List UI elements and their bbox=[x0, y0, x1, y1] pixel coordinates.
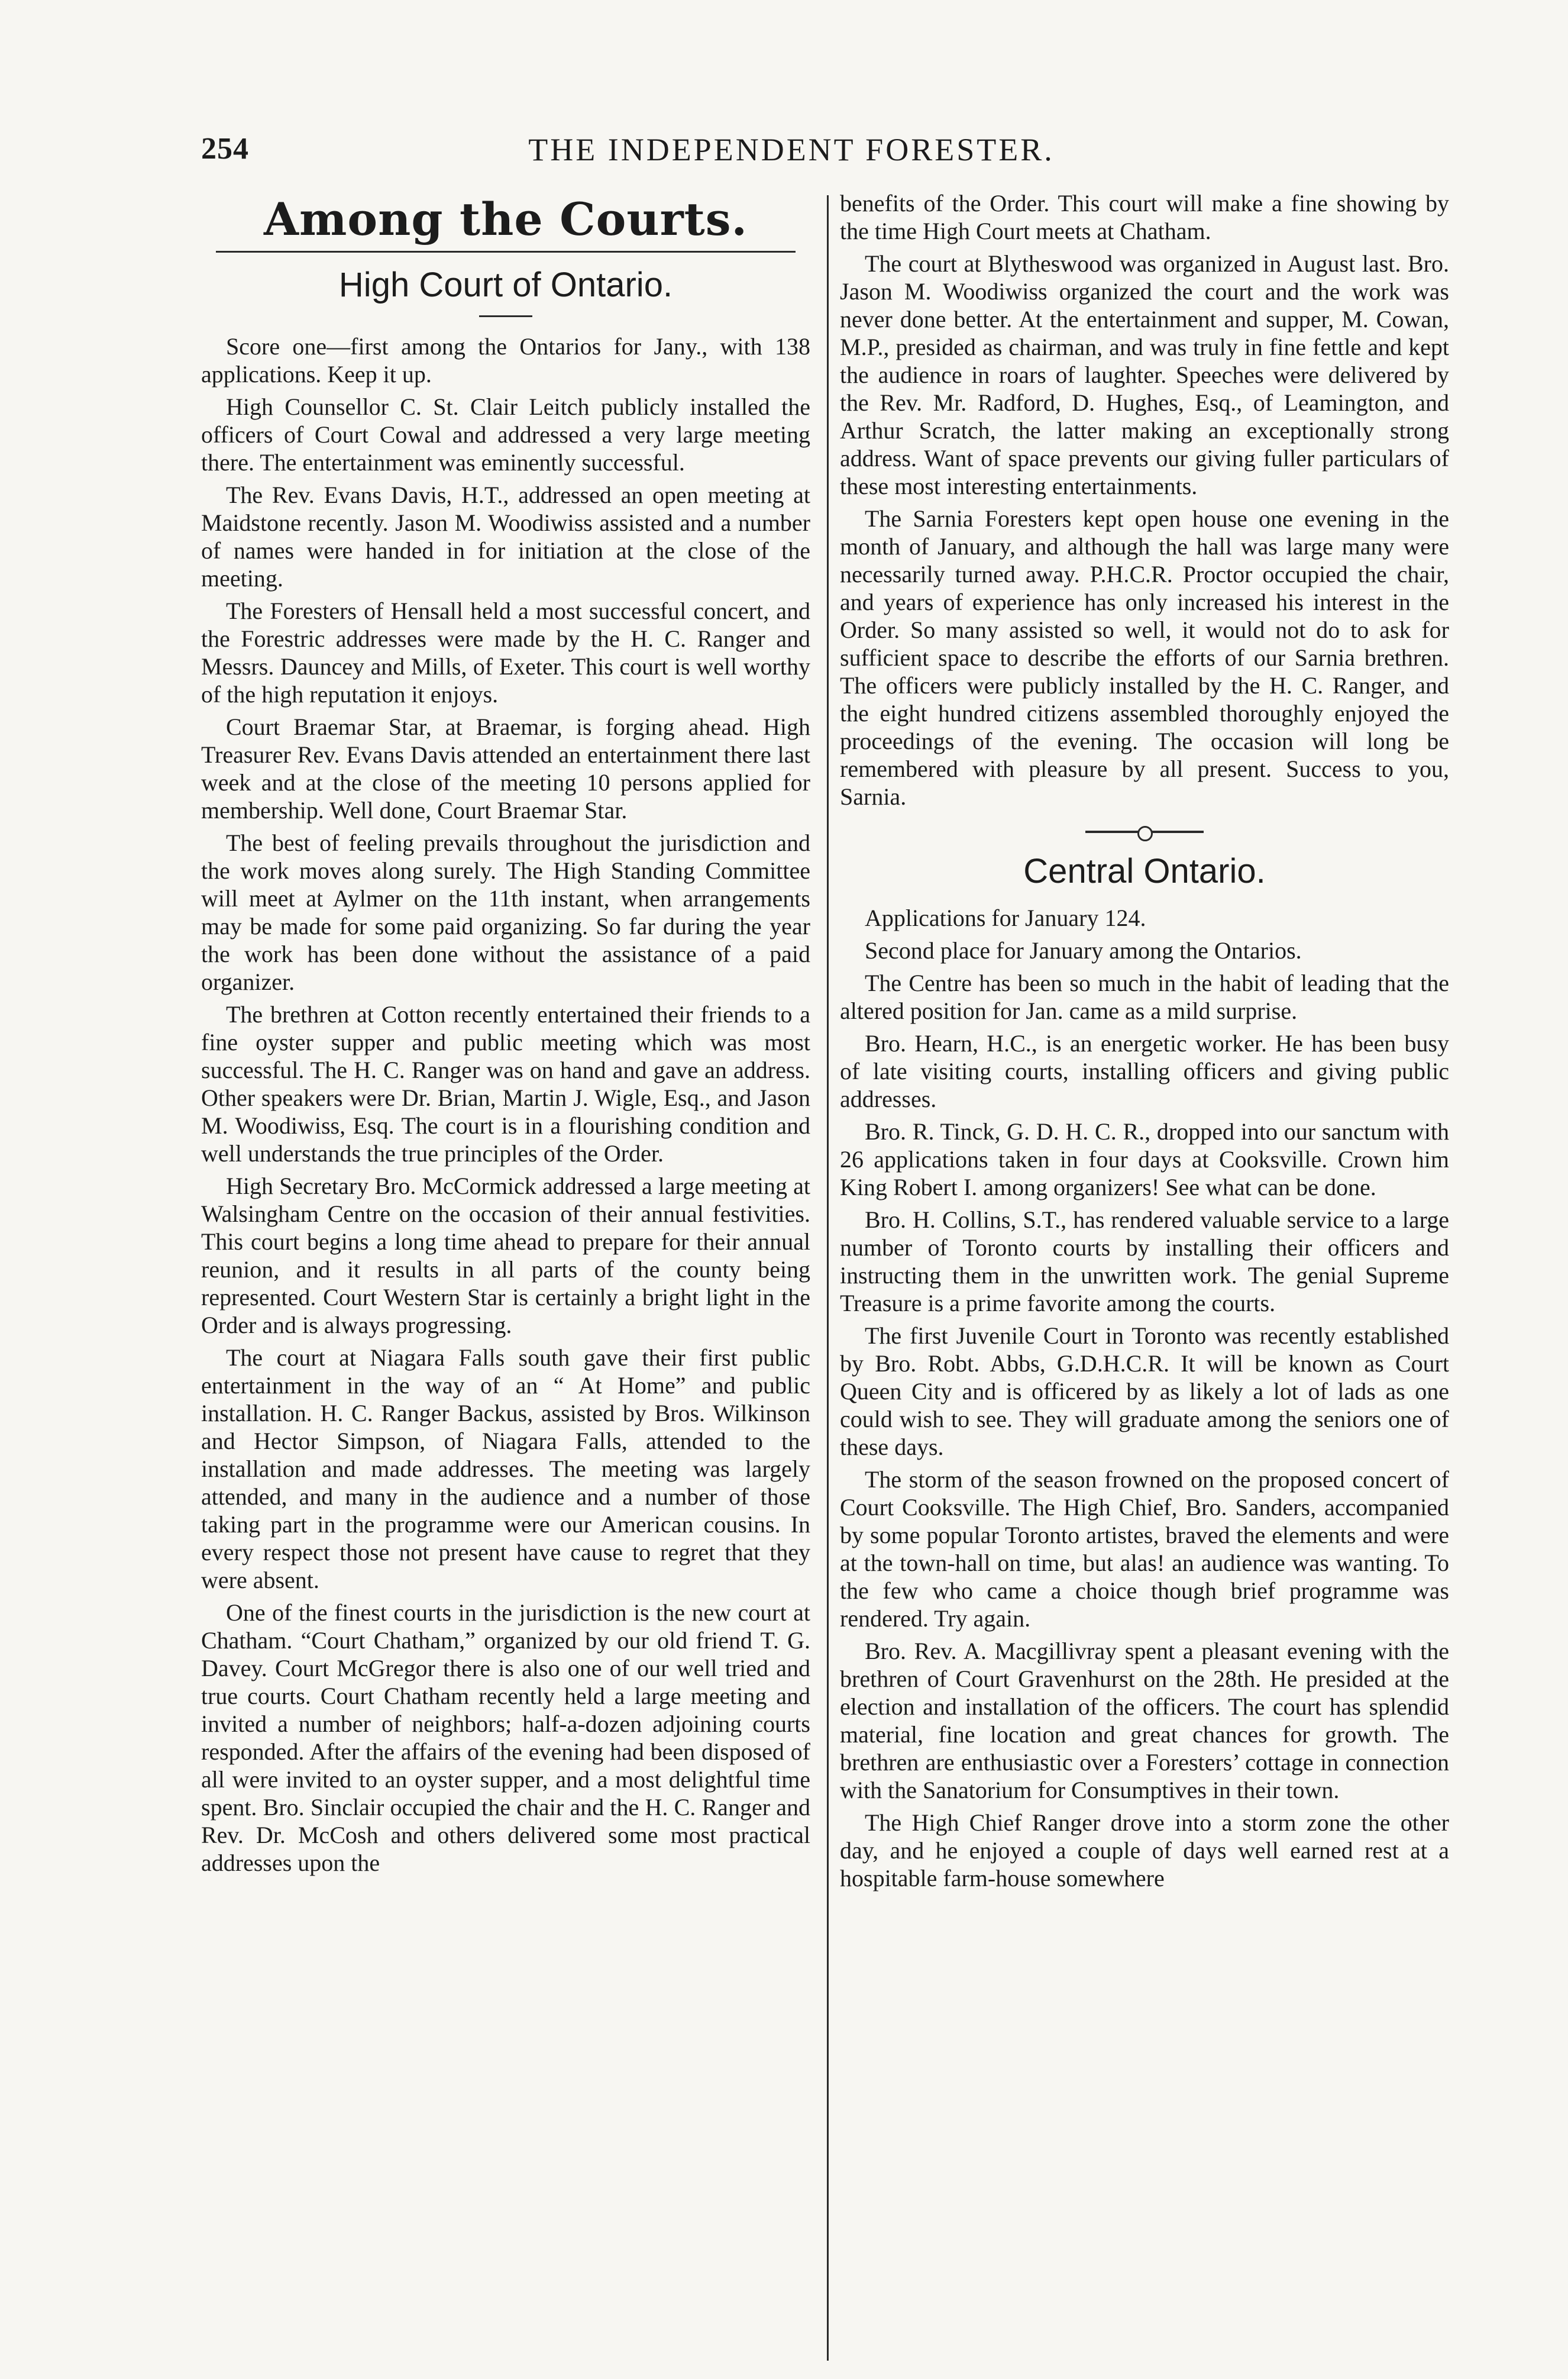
article-paragraph: Court Braemar Star, at Braemar, is forging ahead. High Treasurer Rev. Evans Davis attended an entertainment there last week and at the close of the meeting 10 persons applied for membership. Well done, Court Braemar Star. bbox=[201, 714, 810, 824]
section-title: Among the Courts. bbox=[264, 193, 748, 246]
article-paragraph: The Sarnia Foresters kept open house one evening in the month of January, and although the hall was large many were necessarily turned away. P.H.C.R. Proctor occupied the chair, and years of experience has only increased his interest in the Order. So many assisted so well, it would not do to ask for sufficient space to describe the efforts of our Sarnia brethren. The officers were publicly installed by the H. C. Ranger, and the eight hundred citizens assembled thoroughly enjoyed the proceedings of the evening. The occasion will long be remembered with pleasure by all present. Success to you, Sarnia. bbox=[840, 505, 1449, 810]
article-paragraph: The storm of the season frowned on the proposed concert of Court Cooksville. The High Chief, Bro. Sanders, accompanied by some popular Toronto artistes, braved the elements and were at the town-hall on time, but alas! an audience was wanting. To the few who came a choice though brief programme was rendered. Try again. bbox=[840, 1466, 1449, 1632]
article-paragraph: The best of feeling prevails throughout the jurisdiction and the work moves along surely. The High Standing Committee will meet at Aylmer on the 11th instant, when arrangements may be made for some paid organizing. So far during the year the work has been done without the assistance of a paid organizer. bbox=[201, 829, 810, 995]
page-header bbox=[201, 131, 1382, 185]
sub-heading-central-ontario: Central Ontario. bbox=[1023, 852, 1266, 890]
article-paragraph: Bro. Rev. A. Macgillivray spent a pleasant evening with the brethren of Court Gravenhurst on the 28th. He presided at the election and installation of the officers. The court has splendid material, fine location and great chances for growth. The brethren are enthusiastic over a Foresters’ cottage in connection with the Sanatorium for Consumptives in their town. bbox=[840, 1638, 1449, 1803]
article-paragraph: Bro. Hearn, H.C., is an energetic worker. He has been busy of late visiting courts, installing officers and giving public addresses. bbox=[840, 1030, 1449, 1112]
divider bbox=[479, 315, 532, 317]
article-paragraph: The Centre has been so much in the habit of leading that the altered position for Jan. came as a mild surprise. bbox=[840, 970, 1449, 1024]
right-paragraphs-top bbox=[840, 189, 1449, 811]
article-paragraph: High Secretary Bro. McCormick addressed a large meeting at Walsingham Centre on the occasion of their annual festivities. This court begins a long time ahead to prepare for their annual reunion, and it results in all parts of the county being represented. Court Western Star is certainly a bright light in the Order and is always progressing. bbox=[201, 1173, 810, 1338]
article-paragraph: The Rev. Evans Davis, H.T., addressed an open meeting at Maidstone recently. Jason M. Woodiwiss assisted and a number of names were handed in for initiation at the close of the meeting. bbox=[201, 482, 810, 592]
article-paragraph: The court at Niagara Falls south gave their first public entertainment in the way of an “ At Home” and public installation. H. C. Ranger Backus, assisted by Bros. Wilkinson and Hector Simpson, of Niagara Falls, attended to the installation and made addresses. The meeting was largely attended, and many in the audience and a number of those taking part in the programme were our American cousins. In every respect those not present have cause to regret that they were absent. bbox=[201, 1344, 810, 1593]
article-paragraph: The Foresters of Hensall held a most successful concert, and the Forestric addresses were made by the H. C. Ranger and Messrs. Dauncey and Mills, of Exeter. This court is well worthy of the high reputation it enjoys. bbox=[201, 598, 810, 708]
article-paragraph: One of the finest courts in the jurisdiction is the new court at Chatham. “Court Chatham,” organized by our old friend T. G. Davey. Court McGregor there is also one of our well tried and true courts. Court Chatham recently held a large meeting and invited a number of neighbors; half-a-dozen adjoining courts responded. After the affairs of the evening had been disposed of all were invited to an oyster supper, and a most delightful time spent. Bro. Sinclair occupied the chair and the H. C. Ranger and Rev. Dr. McCosh and others delivered some most practical addresses upon the bbox=[201, 1599, 810, 1876]
article-paragraph: The brethren at Cotton recently entertained their friends to a fine oyster supper and public meeting which was most successful. The H. C. Ranger was on hand and gave an address. Other speakers were Dr. Brian, Martin J. Wigle, Esq., and Jason M. Woodiwiss, Esq. The court is in a flourishing condition and well understands the true principles of the Order. bbox=[201, 1001, 810, 1167]
article-paragraph: The court at Blytheswood was organized in August last. Bro. Jason M. Woodiwiss organized the court and the work was never done better. At the entertainment and supper, M. Cowan, M.P., presided as chairman, and was truly in fine fettle and kept the audience in roars of laughter. Speeches were delivered by the Rev. Mr. Radford, D. Hughes, Esq., of Leamington, and Arthur Scratch, the latter making an exceptionally strong address. Want of space prevents our giving fuller particulars of these most interesting entertainments. bbox=[840, 250, 1449, 499]
left-paragraphs bbox=[201, 333, 810, 1877]
right-column bbox=[840, 189, 1449, 1897]
article-paragraph: The High Chief Ranger drove into a storm zone the other day, and he enjoyed a couple of days well earned rest at a hospitable farm-house somewhere bbox=[840, 1809, 1449, 1891]
article-paragraph: Score one—first among the Ontarios for Jany., with 138 applications. Keep it up. bbox=[201, 333, 810, 388]
article-paragraph: The first Juvenile Court in Toronto was recently established by Bro. Robt. Abbs, G.D.H.C.R. It will be known as Court Queen City and is officered by as likely a lot of lads as one could wish to see. They will graduate among the seniors one of these days. bbox=[840, 1322, 1449, 1460]
left-column bbox=[201, 189, 810, 1881]
page-number: 254 bbox=[201, 132, 249, 166]
article-paragraph: Bro. R. Tinck, G. D. H. C. R., dropped into our sanctum with 26 applications taken in four days at Cooksville. Crown him King Robert I. among organizers! See what can be done. bbox=[840, 1118, 1449, 1200]
column-rule bbox=[827, 195, 829, 2361]
article-paragraph: Applications for January 124. bbox=[865, 905, 1146, 931]
article-paragraph: High Counsellor C. St. Clair Leitch publicly installed the officers of Court Cowal and addressed a very large meeting there. The entertainment was eminently successful. bbox=[201, 393, 810, 476]
article-paragraph: benefits of the Order. This court will make a fine showing by the time High Court meets at Chatham. bbox=[840, 190, 1449, 244]
right-paragraphs-bottom bbox=[840, 904, 1449, 1892]
running-title: THE INDEPENDENT FORESTER. bbox=[528, 132, 1055, 167]
sub-heading-high-court: High Court of Ontario. bbox=[338, 266, 673, 304]
title-rule bbox=[216, 251, 796, 253]
article-paragraph: Second place for January among the Ontarios. bbox=[865, 937, 1302, 964]
article-paragraph: Bro. H. Collins, S.T., has rendered valuable service to a large number of Toronto courts by installing their officers and instructing them in the unwritten work. The genial Supreme Treasure is a prime favorite among the courts. bbox=[840, 1206, 1449, 1316]
ornament-divider bbox=[1085, 831, 1204, 833]
